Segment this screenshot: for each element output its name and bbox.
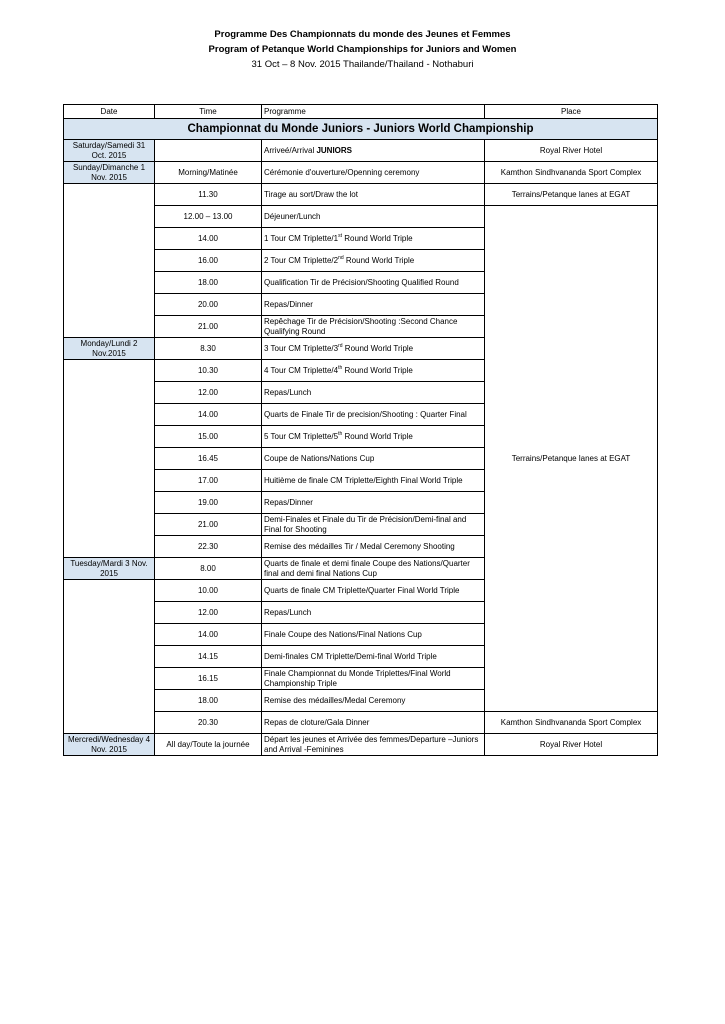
- programme-cell: Départ les jeunes et Arrivée des femmes/Departure –Juniors and Arrival -Feminines: [262, 734, 485, 756]
- programme-cell: Quarts de Finale Tir de precision/Shooting : Quarter Final: [262, 404, 485, 426]
- ordinal-suffix: rd: [338, 342, 343, 349]
- programme-cell: [262, 360, 485, 382]
- time-cell: 16.00: [155, 250, 262, 272]
- time-cell: 22.30: [155, 536, 262, 558]
- programme-cell: [262, 426, 485, 448]
- programme-text: Round World Triple: [342, 431, 413, 441]
- programme-cell: Finale Coupe des Nations/Final Nations Cup: [262, 624, 485, 646]
- programme-cell: Cérémonie d'ouverture/Openning ceremony: [262, 162, 485, 184]
- title-french: Programme Des Championnats du monde des Jeunes et Femmes: [214, 29, 511, 40]
- programme-cell: Déjeuner/Lunch: [262, 206, 485, 228]
- programme-cell: Repêchage Tir de Précision/Shooting :Second Chance Qualifying Round: [262, 316, 485, 338]
- programme-cell: Qualification Tir de Précision/Shooting Qualified Round: [262, 272, 485, 294]
- time-cell: 16.15: [155, 668, 262, 690]
- programme-cell: Finale Championnat du Monde Triplettes/Final World Championship Triple: [262, 668, 485, 690]
- time-cell: 19.00: [155, 492, 262, 514]
- ordinal-suffix: th: [338, 364, 343, 371]
- time-cell: 18.00: [155, 272, 262, 294]
- time-cell: 12.00 – 13.00: [155, 206, 262, 228]
- table-row: [64, 140, 658, 162]
- event-dates: 31 Oct – 8 Nov. 2015 Thailande/Thailand - Nothaburi: [251, 59, 474, 70]
- date-cell: Saturday/Samedi 31 Oct. 2015: [64, 140, 155, 162]
- title-english: Program of Petanque World Championships for Juniors and Women: [208, 44, 517, 55]
- programme-cell: Huitième de finale CM Triplette/Eighth Final World Triple: [262, 470, 485, 492]
- programme-text: 4 Tour CM Triplette/4: [264, 365, 339, 375]
- programme-cell: Repas/Lunch: [262, 602, 485, 624]
- table-row: [64, 162, 658, 184]
- programme-cell: Demi-Finales et Finale du Tir de Précision/Demi-final and Final for Shooting: [262, 514, 485, 536]
- date-cell: Sunday/Dimanche 1 Nov. 2015: [64, 162, 155, 184]
- table-row: [64, 184, 658, 206]
- table-header-row: [64, 105, 658, 119]
- ordinal-suffix: st: [338, 232, 342, 239]
- section-title: Championnat du Monde Juniors - Juniors World Championship: [64, 119, 658, 140]
- table-row: [64, 734, 658, 756]
- programme-cell: [262, 250, 485, 272]
- time-cell: 8.30: [155, 338, 262, 360]
- time-cell: 12.00: [155, 602, 262, 624]
- programme-cell: Repas/Lunch: [262, 382, 485, 404]
- programme-cell: Repas de cloture/Gala Dinner: [262, 712, 485, 734]
- programme-text: Round World Triple: [342, 343, 414, 353]
- programme-cell: [262, 228, 485, 250]
- time-cell: All day/Toute la journée: [155, 734, 262, 756]
- programme-text: Round World Triple: [342, 233, 413, 243]
- time-cell: 8.00: [155, 558, 262, 580]
- place-cell: Kamthon Sindhvananda Sport Complex: [485, 162, 658, 184]
- programme-cell: Quarts de finale et demi finale Coupe des Nations/Quarter final and demi final Nations Cup: [262, 558, 485, 580]
- place-cell-merged: Terrains/Petanque lanes at EGAT: [485, 206, 658, 712]
- programme-cell: Repas/Dinner: [262, 294, 485, 316]
- programme-cell: Tirage au sort/Draw the lot: [262, 184, 485, 206]
- time-cell: 10.30: [155, 360, 262, 382]
- date-cell: Tuesday/Mardi 3 Nov. 2015: [64, 558, 155, 580]
- time-cell: 21.00: [155, 316, 262, 338]
- programme-cell: Coupe de Nations/Nations Cup: [262, 448, 485, 470]
- programme-cell: Remise des médailles/Medal Ceremony: [262, 690, 485, 712]
- programme-text: 3 Tour CM Triplette/3: [264, 343, 339, 353]
- column-header-place: Place: [485, 105, 658, 119]
- date-cell-empty: [64, 360, 155, 558]
- programme-cell: Remise des médailles Tir / Medal Ceremony Shooting: [262, 536, 485, 558]
- place-cell: Royal River Hotel: [485, 734, 658, 756]
- section-title-row: [64, 119, 658, 140]
- programme-text: Round World Triple: [343, 255, 415, 265]
- time-cell: 14.00: [155, 624, 262, 646]
- date-cell: Monday/Lundi 2 Nov.2015: [64, 338, 155, 360]
- document-header: [0, 27, 725, 72]
- time-cell: 21.00: [155, 514, 262, 536]
- programme-text: Arriveé/Arrival: [264, 145, 317, 155]
- time-cell: 12.00: [155, 382, 262, 404]
- programme-bold-text: JUNIORS: [316, 145, 353, 155]
- schedule-table: [63, 104, 658, 756]
- time-cell: 11.30: [155, 184, 262, 206]
- programme-cell: Repas/Dinner: [262, 492, 485, 514]
- place-cell: Kamthon Sindhvananda Sport Complex: [485, 712, 658, 734]
- programme-cell: [262, 338, 485, 360]
- time-cell: 16.45: [155, 448, 262, 470]
- date-cell-empty: [64, 184, 155, 338]
- time-cell: 20.30: [155, 712, 262, 734]
- time-cell: 14.00: [155, 228, 262, 250]
- column-header-programme: Programme: [262, 105, 485, 119]
- time-cell: Morning/Matinée: [155, 162, 262, 184]
- time-cell: 14.15: [155, 646, 262, 668]
- time-cell: 17.00: [155, 470, 262, 492]
- programme-cell: [262, 140, 485, 162]
- time-cell: [155, 140, 262, 162]
- time-cell: 15.00: [155, 426, 262, 448]
- date-cell: Mercredi/Wednesday 4 Nov. 2015: [64, 734, 155, 756]
- programme-text: 2 Tour CM Triplette/2: [264, 255, 339, 265]
- ordinal-suffix: th: [338, 430, 343, 437]
- programme-text: 1 Tour CM Triplette/1: [264, 233, 339, 243]
- column-header-time: Time: [155, 105, 262, 119]
- programme-text: Round World Triple: [342, 365, 413, 375]
- programme-cell: Quarts de finale CM Triplette/Quarter Final World Triple: [262, 580, 485, 602]
- time-cell: 14.00: [155, 404, 262, 426]
- place-cell: Royal River Hotel: [485, 140, 658, 162]
- date-cell-empty: [64, 580, 155, 734]
- column-header-date: Date: [64, 105, 155, 119]
- place-cell: Terrains/Petanque lanes at EGAT: [485, 184, 658, 206]
- time-cell: 10.00: [155, 580, 262, 602]
- time-cell: 18.00: [155, 690, 262, 712]
- programme-text: 5 Tour CM Triplette/5: [264, 431, 339, 441]
- ordinal-suffix: nd: [338, 254, 344, 261]
- programme-cell: Demi-finales CM Triplette/Demi-final World Triple: [262, 646, 485, 668]
- time-cell: 20.00: [155, 294, 262, 316]
